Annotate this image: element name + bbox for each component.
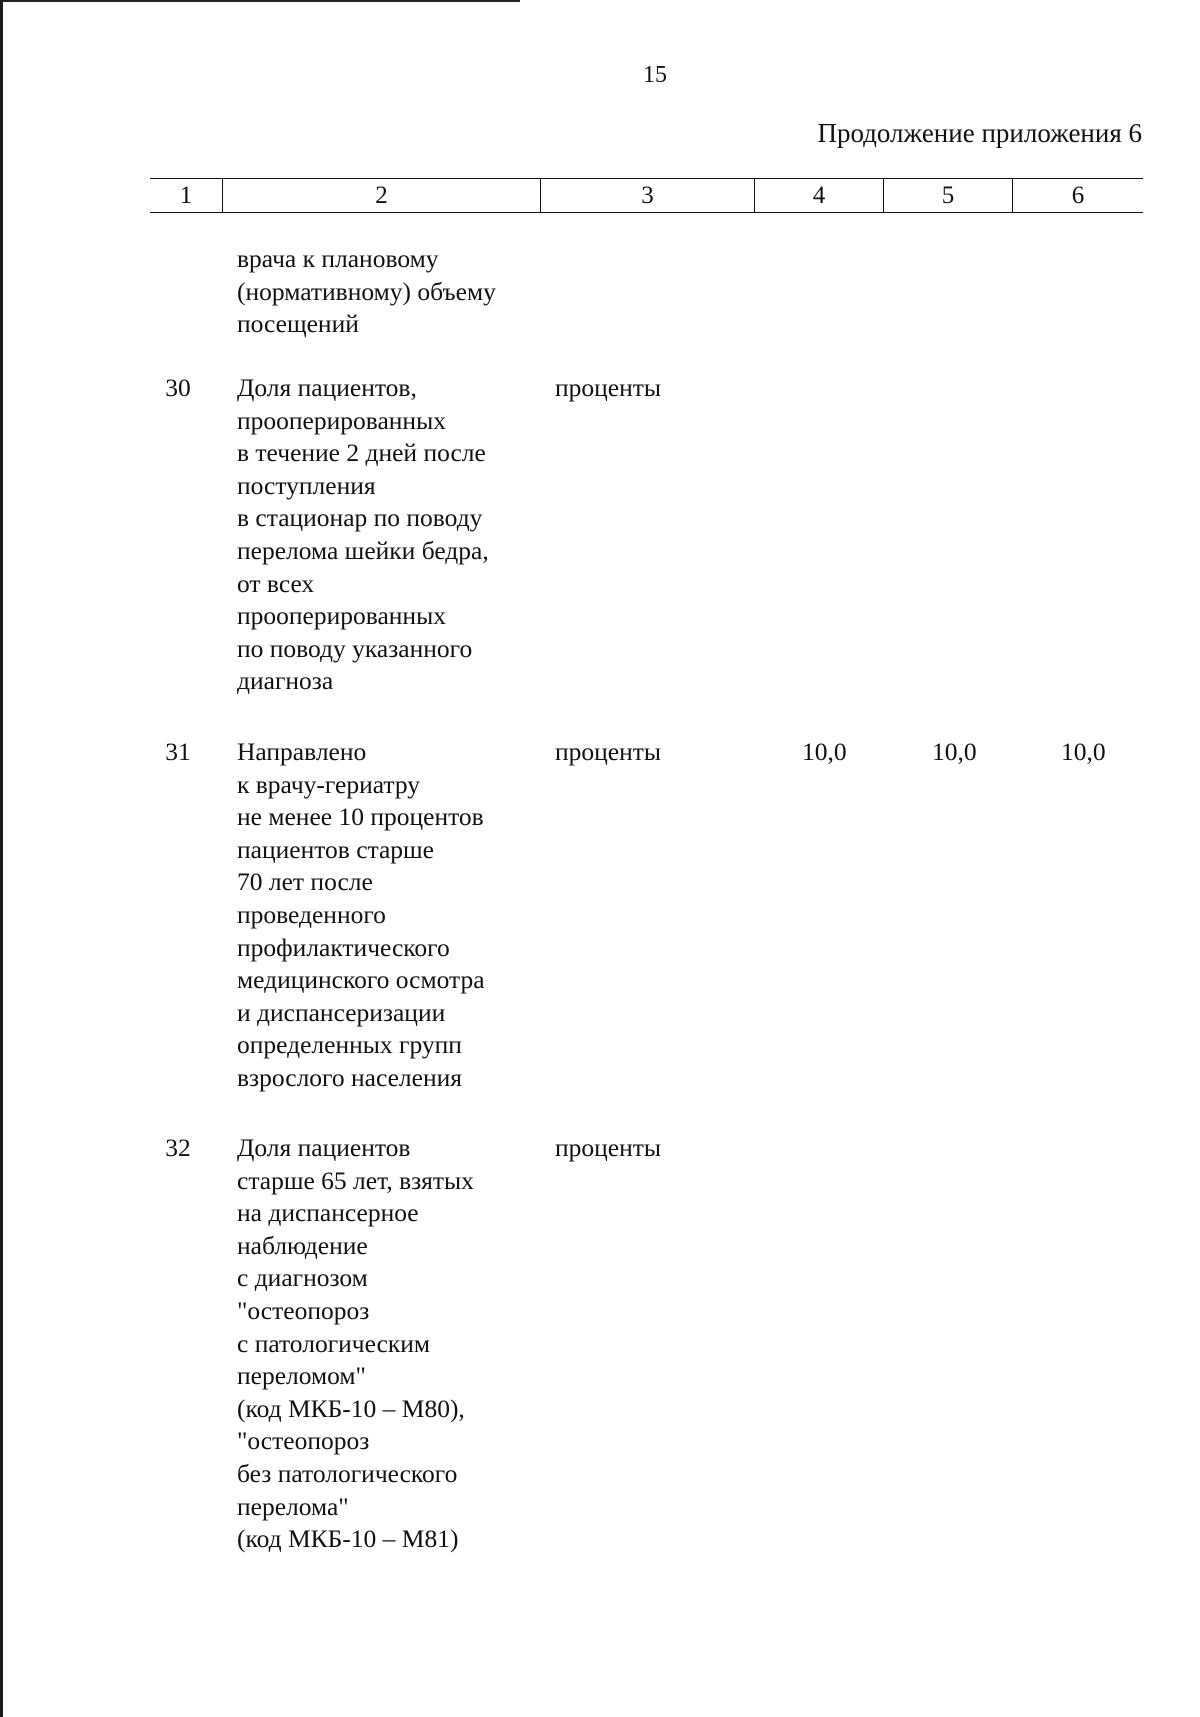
header-col-6: 6 [1071, 181, 1085, 209]
row-value-col-6: 10,0 [1061, 737, 1106, 766]
page-number: 15 [643, 62, 667, 88]
header-col-2: 2 [223, 179, 541, 212]
header-col-3: 3 [541, 179, 755, 212]
table-header [150, 178, 1143, 213]
row-indicator-name: врача к плановому (нормативному) объему посещений [237, 244, 496, 339]
header-col-5: 5 [884, 179, 1013, 212]
row-value-col-4: 10,0 [802, 737, 847, 766]
row-number: 31 [165, 737, 191, 766]
row-number: 32 [165, 1133, 191, 1162]
continuation-label: Продолжение приложения 6 [817, 118, 1142, 148]
row-unit: проценты [555, 373, 662, 402]
row-value-col-5: 10,0 [932, 737, 977, 766]
scan-top-edge [0, 0, 520, 2]
row-unit: проценты [555, 737, 662, 766]
row-number: 30 [165, 373, 191, 402]
header-col-1: 1 [150, 179, 223, 212]
row-indicator-name: Доля пациентов старше 65 лет, взятых на диспансерное наблюдение с диагнозом "остеопороз с патологическим переломом" (код МКБ-10 – M80), "остеопороз без патологического перелома" (код МКБ-10 – M81) [237, 1133, 474, 1554]
row-indicator-name: Доля пациентов, прооперированных в течение 2 дней после поступления в стационар по поводу перелома шейки бедра, от всех прооперированных по поводу указанного диагноза [237, 373, 489, 696]
header-col-4: 4 [755, 179, 884, 212]
row-indicator-name: Направлено к врачу-гериатру не менее 10 процентов пациентов старше 70 лет после проведенного профилактического медицинского осмотра и диспансеризации определенных групп взрослого населения [237, 737, 485, 1092]
row-unit: проценты [555, 1133, 662, 1162]
scan-page-edge [0, 0, 3, 1717]
